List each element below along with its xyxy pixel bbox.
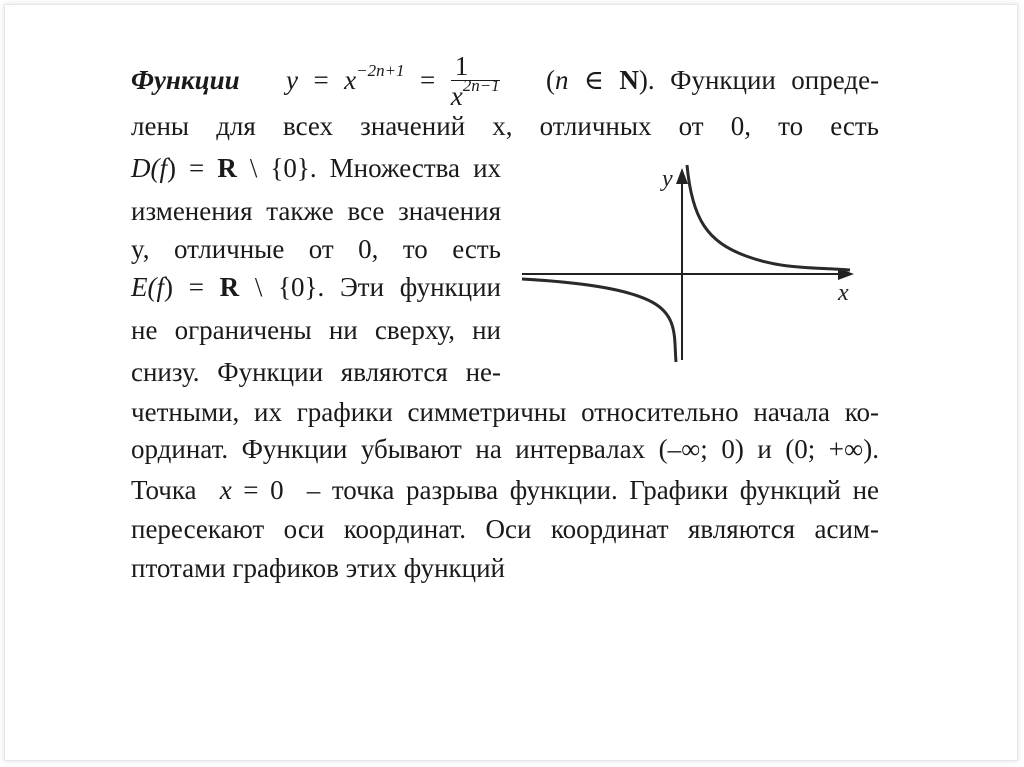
condition-in: ∈ <box>583 65 604 95</box>
text-line-1 <box>131 50 879 110</box>
domain-set: \ {0} <box>249 153 310 183</box>
formula-exponent: −2n+1 <box>356 61 405 80</box>
hyperbola-graph <box>516 160 866 370</box>
formula-eq1: = <box>313 65 329 95</box>
text-line-10: ординат. Функции убывают на интервалах (–∞; 0) и (0; +∞). <box>131 434 879 464</box>
text-line-11 <box>131 474 879 506</box>
text-line-13: птотами графиков этих функций <box>131 553 506 583</box>
range-R: R <box>219 272 240 302</box>
formula-x: x <box>344 65 357 95</box>
curve-branch-negative <box>522 279 676 362</box>
text-line-8: снизу. Функции являются не- <box>131 357 501 387</box>
line11-head: Точка <box>131 475 197 505</box>
fraction-numerator: 1 <box>451 52 500 81</box>
text-line-3 <box>131 152 501 184</box>
formula-fraction <box>451 52 500 111</box>
text-line-12: пересекают оси координат. Оси координат являются асим- <box>131 514 879 544</box>
condition-close: ). <box>638 65 655 95</box>
line3-tail: . Множества их <box>309 153 502 183</box>
range-E: E( <box>131 272 157 302</box>
formula-y: y <box>286 65 298 95</box>
condition-n: n <box>555 65 569 95</box>
domain-f: f <box>159 153 168 183</box>
line6-tail: . Эти функции <box>317 272 502 302</box>
break-x: x <box>219 475 232 505</box>
curve-branch-positive <box>687 165 850 270</box>
domain-R: R <box>217 153 237 183</box>
y-axis-label: y <box>662 166 673 192</box>
condition-open: ( <box>546 65 555 95</box>
fraction-denominator <box>450 76 500 112</box>
formula-eq2: = <box>420 65 436 95</box>
range-set: \ {0} <box>254 272 318 302</box>
x-axis-label: x <box>838 280 849 306</box>
text-line-9: четными, их графики симметричны относительно начала ко- <box>131 397 879 427</box>
denominator-exponent: 2n−1 <box>462 76 500 96</box>
text-line-6 <box>131 271 501 303</box>
text-line-2: лены для всех значений x, отличных от 0, то есть <box>131 111 879 141</box>
condition-naturals: N <box>619 65 639 95</box>
function-heading: Функции <box>131 65 240 95</box>
range-eq: ) = <box>164 272 204 302</box>
line1-tail: Функции опреде- <box>670 65 880 95</box>
text-line-5: y, отличные от 0, то есть <box>131 234 501 264</box>
denominator-base: x <box>450 81 463 112</box>
range-f: f <box>156 272 164 302</box>
text-line-7: не ограничены ни сверху, ни <box>131 315 501 345</box>
domain-eq: ) = <box>167 153 205 183</box>
domain-D: D( <box>131 153 160 183</box>
text-line-4: изменения также все значения <box>131 196 501 226</box>
break-eq: = 0 <box>243 475 284 505</box>
line11-tail: – точка разрыва функции. Графики функций не <box>306 475 880 505</box>
